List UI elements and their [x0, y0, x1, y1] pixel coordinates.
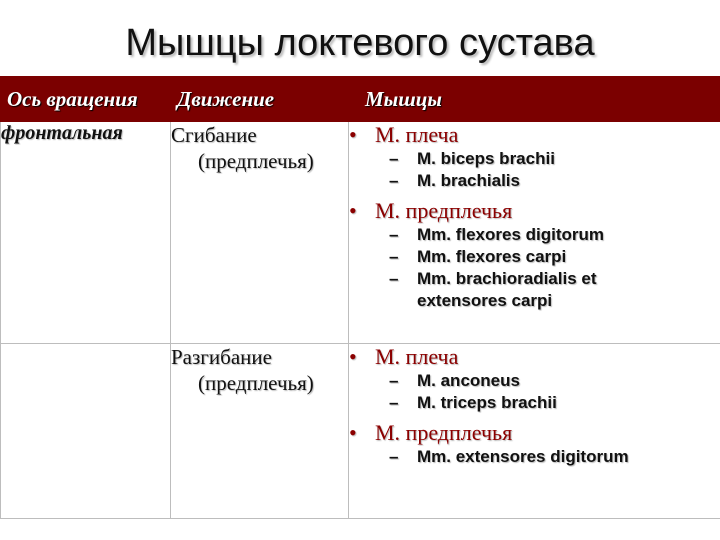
dash-icon: – — [389, 447, 399, 466]
dash-icon: – — [389, 371, 399, 390]
muscles-cell — [349, 122, 720, 344]
movement-cell — [171, 122, 349, 344]
muscle-item-label: extensores carpi — [417, 291, 553, 310]
muscle-item — [349, 224, 720, 246]
muscle-item — [349, 392, 720, 414]
dash-icon: – — [389, 393, 399, 412]
bullet-icon: • — [349, 198, 357, 223]
muscle-table — [0, 76, 720, 519]
table-row-extension — [1, 344, 720, 519]
muscle-item-label: M. brachialis — [417, 171, 520, 190]
muscle-item-continuation — [349, 290, 720, 312]
muscle-item — [349, 246, 720, 268]
table-row-flexion — [1, 122, 720, 344]
muscle-item-label: M. anconeus — [417, 371, 520, 390]
movement-object: (предплечья) — [198, 149, 314, 173]
muscle-list — [349, 446, 720, 468]
muscle-item-label: Mm. brachioradialis et — [417, 269, 597, 288]
muscle-group-heading — [349, 420, 720, 446]
muscle-group-label: М. плеча — [375, 122, 459, 147]
muscle-item — [349, 446, 720, 468]
bullet-icon: • — [349, 344, 357, 369]
muscle-item — [349, 370, 720, 392]
movement-cell — [171, 344, 349, 519]
muscle-group — [349, 420, 720, 468]
bullet-icon: • — [349, 122, 357, 147]
muscle-group-heading — [349, 344, 720, 370]
header-muscles: Мышцы — [349, 77, 720, 122]
muscle-item — [349, 268, 720, 290]
movement-object: (предплечья) — [198, 371, 314, 395]
movement-name: Сгибание — [171, 123, 257, 147]
muscle-group-label: М. плеча — [375, 344, 459, 369]
muscle-item — [349, 170, 720, 192]
muscle-item — [349, 148, 720, 170]
dash-icon: – — [389, 225, 399, 244]
muscle-list — [349, 148, 720, 192]
dash-icon: – — [389, 171, 399, 190]
dash-icon: – — [389, 149, 399, 168]
slide-title: Мышцы локтевого сустава — [125, 22, 595, 64]
muscle-item-label: Mm. flexores carpi — [417, 247, 567, 266]
axis-cell: фронтальная — [1, 122, 171, 344]
bullet-icon: • — [349, 420, 357, 445]
muscle-item-label: Mm. extensores digitorum — [417, 447, 629, 466]
muscle-group — [349, 344, 720, 414]
muscle-group — [349, 122, 720, 192]
muscle-list — [349, 370, 720, 414]
muscle-group-label: М. предплечья — [375, 420, 513, 445]
dash-icon: – — [389, 247, 399, 266]
muscle-group-label: М. предплечья — [375, 198, 513, 223]
muscle-item-label: M. biceps brachii — [417, 149, 555, 168]
axis-cell — [1, 344, 171, 519]
header-axis: Ось вращения — [1, 77, 171, 122]
muscle-list — [349, 224, 720, 312]
table-header-row — [1, 77, 720, 122]
muscle-item-label: M. triceps brachii — [417, 393, 557, 412]
muscle-item-label: Mm. flexores digitorum — [417, 225, 605, 244]
muscle-group-heading — [349, 198, 720, 224]
movement-name: Разгибание — [171, 345, 272, 369]
muscle-group — [349, 198, 720, 312]
muscles-cell — [349, 344, 720, 519]
muscle-group-heading — [349, 122, 720, 148]
header-movement: Движение — [171, 77, 349, 122]
dash-icon: – — [389, 269, 399, 288]
